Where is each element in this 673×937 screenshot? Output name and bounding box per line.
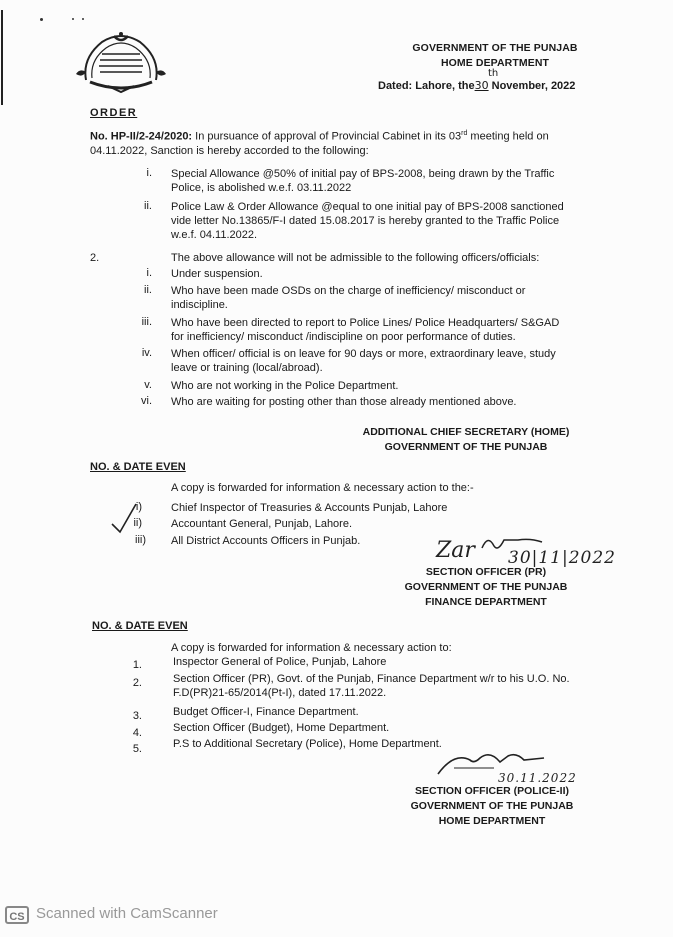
sanction-item-line: Special Allowance @50% of initial pay of BPS-2008, being drawn by the Traffic <box>171 168 555 180</box>
header-government: GOVERNMENT OF THE PUNJAB <box>412 42 578 54</box>
signature-line: FINANCE DEPARTMENT <box>425 596 547 608</box>
dated-line <box>378 79 575 92</box>
exclusion-line: for inefficiency/ misconduct /indiscipline on poor performance of duties. <box>171 331 516 343</box>
signature-block-home <box>362 784 622 829</box>
signature-line: GOVERNMENT OF THE PUNJAB <box>410 800 574 812</box>
sanction-item-line: Police Law & Order Allowance @equal to one initial pay of BPS-2008 sanctioned <box>171 201 564 213</box>
exclusion-item: Who are not working in the Police Department. <box>171 380 399 392</box>
camscanner-watermark: Scanned with CamScanner <box>36 905 218 922</box>
exclusion-num: iii. <box>141 316 152 328</box>
order-intro <box>90 127 610 158</box>
handwritten-note: Zar <box>436 538 475 563</box>
exclusion-num: ii. <box>144 284 152 296</box>
sanction-item-num: i. <box>146 167 152 179</box>
order-intro-text: In pursuance of approval of Provincial Cabinet in its 03 <box>192 130 462 143</box>
camscanner-logo-icon: CS <box>5 906 29 924</box>
endorsement2-num: 2. <box>132 677 142 689</box>
endorsement2-line: F.D(PR)21-65/2014(Pt-I), dated 17.11.2022. <box>173 687 387 699</box>
sanction-item-num: ii. <box>144 200 152 212</box>
exclusion-line: indiscipline. <box>171 299 228 311</box>
exclusion-item: Who are waiting for posting other than those already mentioned above. <box>171 396 517 408</box>
signature-line: HOME DEPARTMENT <box>438 815 546 827</box>
endorsement1-heading: NO. & DATE EVEN <box>90 461 186 473</box>
order-intro-sup: rd <box>461 130 468 137</box>
endorsement2-item: Section Officer (Budget), Home Department. <box>173 722 390 734</box>
dated-day-handwritten: 30 <box>474 79 489 92</box>
endorsement2-num: 3. <box>132 710 142 722</box>
endorsement1-num: iii) <box>135 534 146 546</box>
signature-line: SECTION OFFICER (PR) <box>425 566 547 578</box>
endorsement2-intro: A copy is forwarded for information & necessary action to: <box>171 642 452 654</box>
signature-block-acs <box>336 425 596 455</box>
signature-line: SECTION OFFICER (POLICE-II) <box>415 785 569 797</box>
exclusion-item <box>171 347 611 375</box>
dated-prefix: Dated: Lahore, the <box>378 80 475 92</box>
exclusion-item: Under suspension. <box>171 268 263 280</box>
endorsement2-item: P.S to Additional Secretary (Police), Home Department. <box>173 738 442 750</box>
dated-suffix: November, 2022 <box>491 80 576 92</box>
exclusion-line: Who have been directed to report to Police Lines/ Police Headquarters/ S&GAD <box>171 317 560 329</box>
exclusion-num: vi. <box>141 395 152 407</box>
endorsement2-num: 5. <box>132 743 142 755</box>
handwritten-date: 30.11.2022 <box>498 771 577 785</box>
scan-speck <box>82 18 84 20</box>
exclusion-item <box>171 316 611 344</box>
endorsement2-item <box>173 672 623 700</box>
exclusion-line: When officer/ official is on leave for 90 days or more, extraordinary leave, study <box>171 348 556 360</box>
endorsement1-item: Accountant General, Punjab, Lahore. <box>171 518 353 530</box>
scan-speck <box>40 18 43 21</box>
signature-line: ADDITIONAL CHIEF SECRETARY (HOME) <box>362 426 570 438</box>
sanction-item-line: w.e.f. 04.11.2022. <box>171 229 258 241</box>
signature-line: GOVERNMENT OF THE PUNJAB <box>384 441 548 453</box>
endorsement1-num: i) <box>135 501 142 513</box>
signature-line: GOVERNMENT OF THE PUNJAB <box>404 581 568 593</box>
order-intro-end: meeting held on <box>467 130 549 143</box>
header-department: HOME DEPARTMENT <box>440 57 550 69</box>
exclusion-num: i. <box>146 267 152 279</box>
endorsement2-num: 4. <box>132 727 142 739</box>
endorsement1-intro: A copy is forwarded for information & necessary action to the:- <box>171 482 474 494</box>
exclusion-line: leave or training (local/abroad). <box>171 362 323 374</box>
exclusion-item <box>171 284 611 312</box>
signature-block-finance <box>356 565 616 610</box>
order-title: ORDER <box>90 107 138 119</box>
exclusion-num: v. <box>144 379 152 391</box>
scan-speck <box>72 18 74 20</box>
scan-edge-line <box>1 10 3 105</box>
endorsement1-num: ii) <box>133 517 142 529</box>
para2-text: The above allowance will not be admissible to the following officers/officials: <box>171 252 540 264</box>
para2-num: 2. <box>90 252 100 264</box>
endorsement2-heading: NO. & DATE EVEN <box>92 620 188 632</box>
endorsement2-num: 1. <box>132 659 142 671</box>
endorsement1-item: Chief Inspector of Treasuries & Accounts Punjab, Lahore <box>171 502 448 514</box>
exclusion-line: Who have been made OSDs on the charge of inefficiency/ misconduct or <box>171 285 526 297</box>
exclusion-num: iv. <box>141 347 152 359</box>
order-intro-line2: 04.11.2022, Sanction is hereby accorded to the following: <box>90 144 369 157</box>
sanction-item-line: Police, is abolished w.e.f. 03.11.2022 <box>171 182 352 194</box>
punjab-emblem-icon <box>72 28 170 98</box>
dated-day-suffix: th <box>488 68 499 79</box>
order-ref-no: No. HP-II/2-24/2020: <box>90 130 193 143</box>
endorsement2-line: Section Officer (PR), Govt. of the Punjab, Finance Department w/r to his U.O. No. <box>173 673 570 685</box>
sanction-item <box>171 200 611 242</box>
endorsement2-item: Budget Officer-I, Finance Department. <box>173 706 359 718</box>
handwritten-date: 30|11|2022 <box>508 548 616 568</box>
endorsement2-item: Inspector General of Police, Punjab, Lahore <box>173 656 387 668</box>
handwritten-tick-icon <box>110 500 140 536</box>
endorsement1-item: All District Accounts Officers in Punjab. <box>171 535 361 547</box>
sanction-item-line: vide letter No.13865/F-I dated 15.08.2017 is hereby granted to the Traffic Police <box>171 215 560 227</box>
sanction-item <box>171 167 611 195</box>
